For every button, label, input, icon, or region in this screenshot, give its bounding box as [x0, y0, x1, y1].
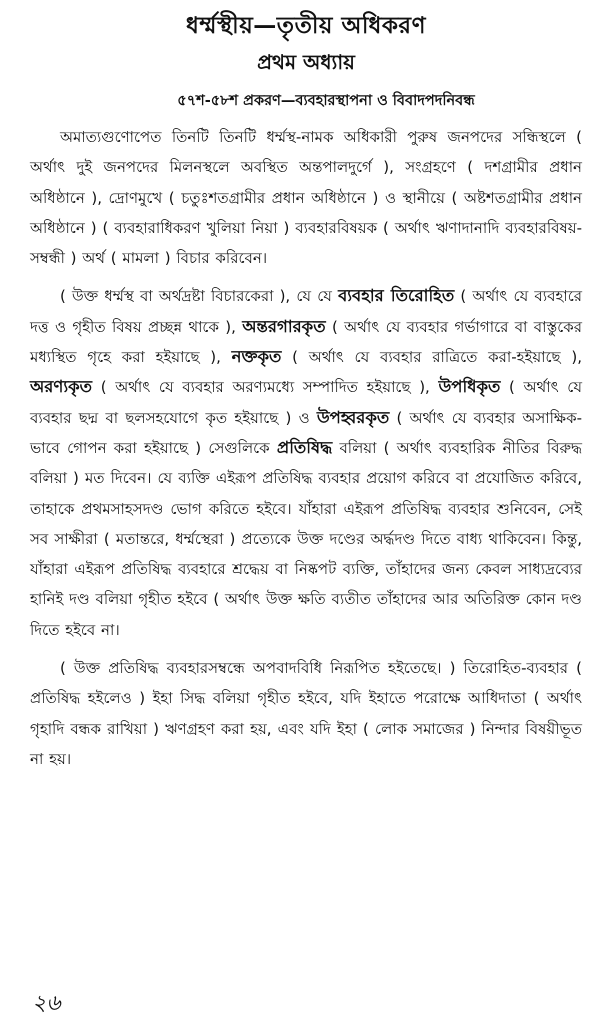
- text-run: অমাত্যগুণোপেত তিনটি তিনটি ধর্ম্মস্থ-নামক অধিকারী পুরুষ জনপদের সন্ধিস্থলে ( অর্থাৎ দুই জনপদের মিলনস্থলে অবস্থিত অন্তপালদুর্গে ), সংগ্রহণে ( দশগ্রামীর প্রধান অধিষ্ঠানে ), দ্রোণমুখে ( চতুঃশতগ্রামীর প্রধান অধিষ্ঠানে ) ও স্থানীয়ে ( অষ্টশতগ্রামীর প্রধান অধিষ্ঠানে ) ( ব্যবহারাধিকরণ খুলিয়া নিয়া ) ব্যবহারবিষয়ক ( অর্থাৎ ঋণাদানাদি ব্যবহারবিষয়-সম্বন্ধী ) অর্থ ( মামলা ) বিচার করিবেন।: [30, 128, 582, 268]
- paragraph: [30, 122, 582, 273]
- bold-term: অরণ্যকৃত: [30, 377, 93, 397]
- bold-term: নক্তকৃত: [231, 347, 282, 367]
- text-run: ( অর্থাৎ যে ব্যবহারে দত্ত ও গৃহীত বিষয় প্রচ্ছন্ন থাকে ),: [30, 287, 582, 336]
- text-run: বলিয়া ( অর্থাৎ ব্যবহারিক নীতির বিরুদ্ধ বলিয়া ) মত দিবেন। যে ব্যক্তি এইরূপ প্রতিষিদ্ধ ব্যবহার প্রয়োগ করিবে বা প্রযোজিত করিবে, তাহাকে প্রথমসাহসদণ্ড ভোগ করিতে হইবে। যাঁহারা এইরূপ প্রতিষিদ্ধ ব্যবহার শুনিবেন, সেই সব সাক্ষীরা ( মতান্তরে, ধর্ম্মস্থেরা ) প্রত্যেকে উক্ত দণ্ডের অর্দ্ধদণ্ড দিতে বাধ্য থাকিবেন। কিন্তু, যাঁহারা এইরূপ প্রতিষিদ্ধ ব্যবহারে শ্রদ্ধেয় বা নিষ্কপট ব্যক্তি, তাঁহাদের জন্য কেবল সাধ্যদ্রব্যের হানিই দণ্ড বলিয়া গৃহীত হইবে ( অর্থাৎ উক্ত ক্ষতি ব্যতীত তাঁহাদের আর অতিরিক্ত কোন দণ্ড দিতে হইবে না।: [30, 438, 582, 639]
- text-run: ( অর্থাৎ যে ব্যবহার গর্ভাগারে বা বাস্তুকের মধ্যস্থিত গৃহে করা হইয়াছে ),: [30, 317, 582, 367]
- paragraph: [30, 281, 582, 645]
- bold-term: প্রতিষিদ্ধ: [276, 437, 333, 457]
- bold-term: উপহ্বরকৃত: [316, 407, 390, 427]
- bold-term: ব্যবহার তিরোহিত: [338, 286, 455, 306]
- text-run: ( অর্থাৎ যে ব্যবহার অরণ্যমধ্যে সম্পাদিত হইয়াছে ),: [92, 378, 439, 397]
- chapter-subtitle: প্রথম অধ্যায়: [257, 50, 355, 74]
- document-page: [0, 10, 600, 1017]
- bold-term: উপধিকৃত: [438, 377, 501, 397]
- section-heading: ৫৭শ-৫৮শ প্রকরণ—ব্যবহারস্থাপনা ও বিবাদপদনিবন্ধ: [177, 93, 475, 109]
- page-title: ধর্ম্মস্থীয়—তৃতীয় অধিকরণ: [185, 13, 426, 39]
- body-text: [30, 122, 582, 774]
- text-run: ( অর্থাৎ যে ব্যবহার ছদ্ম বা ছলসহযোগে কৃত হইয়াছে ) ও: [30, 378, 582, 427]
- text-run: ( অর্থাৎ যে ব্যবহার অসাক্ষিক-ভাবে গোপন করা হইয়াছে ) সেগুলিকে: [30, 408, 582, 457]
- page-number: ২৬: [32, 991, 61, 1016]
- text-run: ( অর্থাৎ যে ব্যবহার রাত্রিতে করা-হইয়াছে ),: [281, 348, 582, 367]
- text-run: ( উক্ত প্রতিষিদ্ধ ব্যবহারসম্বন্ধে অপবাদবিধি নিরূপিত হইতেছে। ) তিরোহিত-ব্যবহার ( প্রতিষিদ্ধ হইলেও ) ইহা সিদ্ধ বলিয়া গৃহীত হইবে, যদি ইহাতে পরোক্ষে আধিদাতা ( অর্থাৎ গৃহাদি বন্ধক রাখিয়া ) ঋণগ্রহণ করা হয়, এবং যদি ইহা ( লোক সমাজের ) নিন্দার বিষয়ীভূত না হয়।: [30, 659, 582, 768]
- paragraph: [30, 653, 582, 774]
- bold-term: অন্তরগারকৃত: [242, 316, 326, 336]
- text-run: ( উক্ত ধর্ম্মস্থ বা অর্থদ্রষ্টা বিচারকেরা ), যে যে: [60, 287, 339, 306]
